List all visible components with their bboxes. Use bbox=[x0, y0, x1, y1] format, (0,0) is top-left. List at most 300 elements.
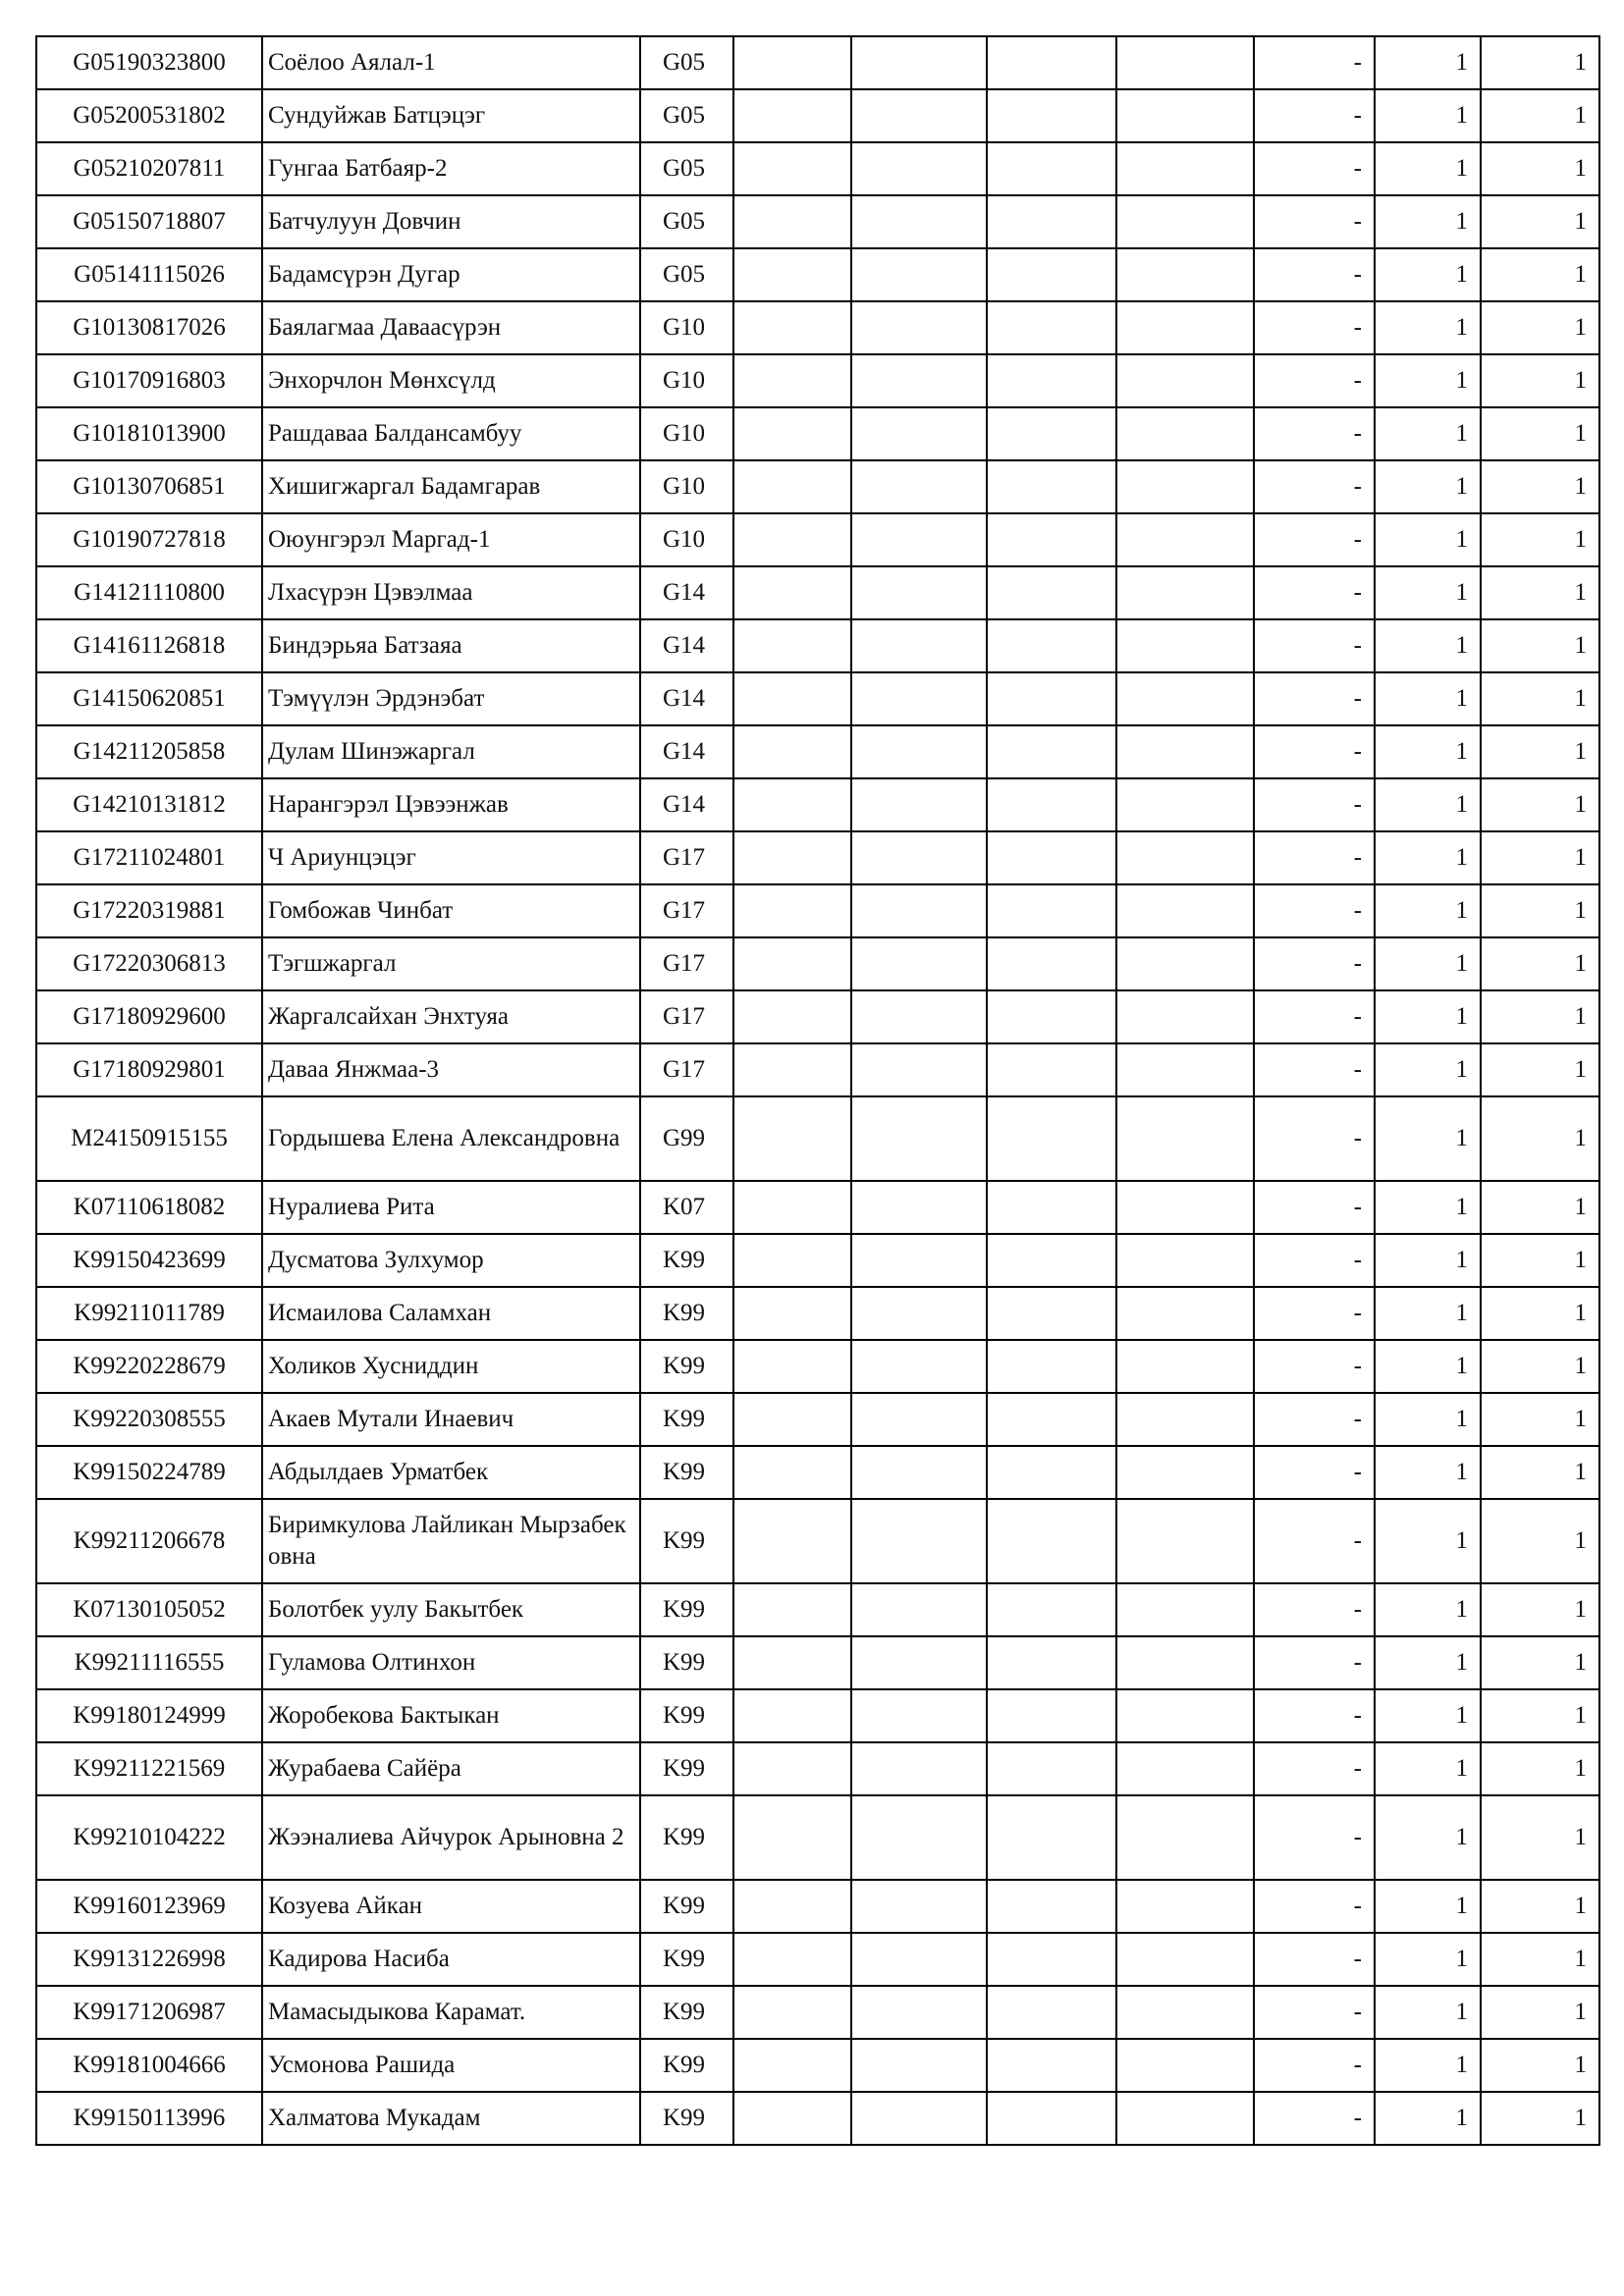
empty-cell-1 bbox=[733, 248, 851, 301]
id-cell: K99181004666 bbox=[36, 2039, 262, 2092]
value-cell-1: 1 bbox=[1375, 1986, 1481, 2039]
group-cell: K99 bbox=[640, 1446, 733, 1499]
table-row bbox=[36, 1181, 1599, 1234]
group-cell: G10 bbox=[640, 513, 733, 566]
name-cell: Журабаева Сайёра bbox=[262, 1742, 640, 1795]
dash-cell: - bbox=[1254, 1583, 1375, 1636]
value-cell-1: 1 bbox=[1375, 1795, 1481, 1880]
name-cell: Даваа Янжмаа-3 bbox=[262, 1043, 640, 1096]
empty-cell-3 bbox=[987, 937, 1116, 990]
dash-cell: - bbox=[1254, 1689, 1375, 1742]
value-cell-2: 1 bbox=[1481, 1583, 1599, 1636]
empty-cell-4 bbox=[1116, 1446, 1254, 1499]
group-cell: K99 bbox=[640, 1636, 733, 1689]
value-cell-2: 1 bbox=[1481, 831, 1599, 884]
value-cell-2: 1 bbox=[1481, 1234, 1599, 1287]
value-cell-1: 1 bbox=[1375, 36, 1481, 89]
empty-cell-3 bbox=[987, 1287, 1116, 1340]
empty-cell-4 bbox=[1116, 513, 1254, 566]
empty-cell-3 bbox=[987, 1096, 1116, 1181]
empty-cell-3 bbox=[987, 248, 1116, 301]
table-row bbox=[36, 1933, 1599, 1986]
empty-cell-4 bbox=[1116, 672, 1254, 725]
value-cell-2: 1 bbox=[1481, 725, 1599, 778]
empty-cell-4 bbox=[1116, 884, 1254, 937]
table-row bbox=[36, 1986, 1599, 2039]
group-cell: G14 bbox=[640, 778, 733, 831]
group-cell: K07 bbox=[640, 1181, 733, 1234]
value-cell-1: 1 bbox=[1375, 619, 1481, 672]
empty-cell-4 bbox=[1116, 937, 1254, 990]
empty-cell-1 bbox=[733, 1234, 851, 1287]
empty-cell-1 bbox=[733, 1181, 851, 1234]
empty-cell-1 bbox=[733, 301, 851, 354]
name-cell: Дусматова Зулхумор bbox=[262, 1234, 640, 1287]
value-cell-2: 1 bbox=[1481, 407, 1599, 460]
id-cell: G14211205858 bbox=[36, 725, 262, 778]
dash-cell: - bbox=[1254, 831, 1375, 884]
dash-cell: - bbox=[1254, 460, 1375, 513]
group-cell: G05 bbox=[640, 195, 733, 248]
id-cell: M24150915155 bbox=[36, 1096, 262, 1181]
empty-cell-4 bbox=[1116, 1340, 1254, 1393]
name-cell: Рашдаваа Балдансамбуу bbox=[262, 407, 640, 460]
dash-cell: - bbox=[1254, 248, 1375, 301]
empty-cell-4 bbox=[1116, 990, 1254, 1043]
id-cell: K99150224789 bbox=[36, 1446, 262, 1499]
empty-cell-3 bbox=[987, 1043, 1116, 1096]
empty-cell-1 bbox=[733, 566, 851, 619]
id-cell: G14121110800 bbox=[36, 566, 262, 619]
empty-cell-1 bbox=[733, 1393, 851, 1446]
group-cell: G05 bbox=[640, 248, 733, 301]
name-cell: Биндэрьяа Батзаяа bbox=[262, 619, 640, 672]
value-cell-2: 1 bbox=[1481, 1287, 1599, 1340]
empty-cell-4 bbox=[1116, 1795, 1254, 1880]
empty-cell-1 bbox=[733, 1287, 851, 1340]
empty-cell-2 bbox=[851, 1636, 987, 1689]
value-cell-2: 1 bbox=[1481, 2092, 1599, 2145]
dash-cell: - bbox=[1254, 1446, 1375, 1499]
id-cell: K99171206987 bbox=[36, 1986, 262, 2039]
empty-cell-2 bbox=[851, 1583, 987, 1636]
name-cell: Усмонова Рашида bbox=[262, 2039, 640, 2092]
empty-cell-1 bbox=[733, 1499, 851, 1583]
group-cell: G10 bbox=[640, 460, 733, 513]
empty-cell-4 bbox=[1116, 89, 1254, 142]
table-row bbox=[36, 513, 1599, 566]
value-cell-2: 1 bbox=[1481, 513, 1599, 566]
empty-cell-4 bbox=[1116, 831, 1254, 884]
dash-cell: - bbox=[1254, 778, 1375, 831]
value-cell-2: 1 bbox=[1481, 248, 1599, 301]
empty-cell-3 bbox=[987, 460, 1116, 513]
table-row bbox=[36, 248, 1599, 301]
empty-cell-2 bbox=[851, 1446, 987, 1499]
group-cell: G17 bbox=[640, 884, 733, 937]
value-cell-1: 1 bbox=[1375, 89, 1481, 142]
name-cell: Нуралиева Рита bbox=[262, 1181, 640, 1234]
name-cell: Холиков Хусниддин bbox=[262, 1340, 640, 1393]
value-cell-1: 1 bbox=[1375, 1096, 1481, 1181]
empty-cell-2 bbox=[851, 1986, 987, 2039]
empty-cell-4 bbox=[1116, 2039, 1254, 2092]
empty-cell-4 bbox=[1116, 1234, 1254, 1287]
value-cell-1: 1 bbox=[1375, 407, 1481, 460]
empty-cell-1 bbox=[733, 1340, 851, 1393]
table-row bbox=[36, 778, 1599, 831]
group-cell: K99 bbox=[640, 1393, 733, 1446]
id-cell: K99180124999 bbox=[36, 1689, 262, 1742]
dash-cell: - bbox=[1254, 1636, 1375, 1689]
empty-cell-2 bbox=[851, 566, 987, 619]
name-cell: Тэгшжаргал bbox=[262, 937, 640, 990]
dash-cell: - bbox=[1254, 1880, 1375, 1933]
id-cell: G17180929600 bbox=[36, 990, 262, 1043]
empty-cell-3 bbox=[987, 1446, 1116, 1499]
group-cell: K99 bbox=[640, 1795, 733, 1880]
dash-cell: - bbox=[1254, 1742, 1375, 1795]
empty-cell-3 bbox=[987, 513, 1116, 566]
empty-cell-3 bbox=[987, 1340, 1116, 1393]
empty-cell-4 bbox=[1116, 354, 1254, 407]
value-cell-2: 1 bbox=[1481, 1096, 1599, 1181]
empty-cell-2 bbox=[851, 1880, 987, 1933]
value-cell-2: 1 bbox=[1481, 1181, 1599, 1234]
name-cell: Сундуйжав Батцэцэг bbox=[262, 89, 640, 142]
id-cell: K99211221569 bbox=[36, 1742, 262, 1795]
empty-cell-3 bbox=[987, 990, 1116, 1043]
id-cell: K99131226998 bbox=[36, 1933, 262, 1986]
value-cell-2: 1 bbox=[1481, 672, 1599, 725]
id-cell: G14150620851 bbox=[36, 672, 262, 725]
value-cell-2: 1 bbox=[1481, 937, 1599, 990]
empty-cell-4 bbox=[1116, 1933, 1254, 1986]
empty-cell-3 bbox=[987, 1234, 1116, 1287]
group-cell: G14 bbox=[640, 619, 733, 672]
table-row bbox=[36, 566, 1599, 619]
value-cell-1: 1 bbox=[1375, 884, 1481, 937]
value-cell-2: 1 bbox=[1481, 1986, 1599, 2039]
dash-cell: - bbox=[1254, 1393, 1375, 1446]
empty-cell-3 bbox=[987, 1795, 1116, 1880]
empty-cell-4 bbox=[1116, 195, 1254, 248]
dash-cell: - bbox=[1254, 1287, 1375, 1340]
name-cell: Мамасыдыкова Карамат. bbox=[262, 1986, 640, 2039]
empty-cell-4 bbox=[1116, 36, 1254, 89]
group-cell: G10 bbox=[640, 301, 733, 354]
empty-cell-3 bbox=[987, 1181, 1116, 1234]
empty-cell-2 bbox=[851, 672, 987, 725]
id-cell: G05150718807 bbox=[36, 195, 262, 248]
empty-cell-1 bbox=[733, 2092, 851, 2145]
table-row bbox=[36, 1096, 1599, 1181]
empty-cell-2 bbox=[851, 195, 987, 248]
name-cell: Батчулуун Довчин bbox=[262, 195, 640, 248]
empty-cell-1 bbox=[733, 619, 851, 672]
empty-cell-3 bbox=[987, 619, 1116, 672]
value-cell-2: 1 bbox=[1481, 1933, 1599, 1986]
dash-cell: - bbox=[1254, 1340, 1375, 1393]
value-cell-2: 1 bbox=[1481, 1499, 1599, 1583]
empty-cell-1 bbox=[733, 36, 851, 89]
empty-cell-2 bbox=[851, 1499, 987, 1583]
dash-cell: - bbox=[1254, 619, 1375, 672]
dash-cell: - bbox=[1254, 1795, 1375, 1880]
value-cell-1: 1 bbox=[1375, 1287, 1481, 1340]
id-cell: G14210131812 bbox=[36, 778, 262, 831]
empty-cell-1 bbox=[733, 513, 851, 566]
table-row bbox=[36, 301, 1599, 354]
value-cell-2: 1 bbox=[1481, 566, 1599, 619]
empty-cell-2 bbox=[851, 1933, 987, 1986]
empty-cell-2 bbox=[851, 89, 987, 142]
id-cell: G17211024801 bbox=[36, 831, 262, 884]
value-cell-1: 1 bbox=[1375, 2092, 1481, 2145]
table-row bbox=[36, 407, 1599, 460]
value-cell-1: 1 bbox=[1375, 672, 1481, 725]
id-cell: G17220306813 bbox=[36, 937, 262, 990]
name-cell: Абдылдаев Урматбек bbox=[262, 1446, 640, 1499]
empty-cell-1 bbox=[733, 1933, 851, 1986]
value-cell-2: 1 bbox=[1481, 89, 1599, 142]
empty-cell-1 bbox=[733, 195, 851, 248]
value-cell-2: 1 bbox=[1481, 36, 1599, 89]
value-cell-1: 1 bbox=[1375, 1880, 1481, 1933]
group-cell: G17 bbox=[640, 831, 733, 884]
value-cell-1: 1 bbox=[1375, 725, 1481, 778]
empty-cell-1 bbox=[733, 1446, 851, 1499]
empty-cell-2 bbox=[851, 831, 987, 884]
empty-cell-1 bbox=[733, 354, 851, 407]
empty-cell-4 bbox=[1116, 1689, 1254, 1742]
empty-cell-3 bbox=[987, 142, 1116, 195]
empty-cell-3 bbox=[987, 1689, 1116, 1742]
group-cell: G17 bbox=[640, 990, 733, 1043]
value-cell-2: 1 bbox=[1481, 460, 1599, 513]
value-cell-2: 1 bbox=[1481, 195, 1599, 248]
empty-cell-3 bbox=[987, 778, 1116, 831]
value-cell-2: 1 bbox=[1481, 1795, 1599, 1880]
id-cell: G05141115026 bbox=[36, 248, 262, 301]
empty-cell-3 bbox=[987, 1393, 1116, 1446]
empty-cell-2 bbox=[851, 354, 987, 407]
value-cell-1: 1 bbox=[1375, 1446, 1481, 1499]
value-cell-1: 1 bbox=[1375, 354, 1481, 407]
table-row bbox=[36, 1880, 1599, 1933]
empty-cell-2 bbox=[851, 1340, 987, 1393]
name-cell: Бадамсүрэн Дугар bbox=[262, 248, 640, 301]
dash-cell: - bbox=[1254, 2092, 1375, 2145]
id-cell: G17220319881 bbox=[36, 884, 262, 937]
name-cell: Гомбожав Чинбат bbox=[262, 884, 640, 937]
empty-cell-4 bbox=[1116, 566, 1254, 619]
empty-cell-3 bbox=[987, 36, 1116, 89]
empty-cell-2 bbox=[851, 2092, 987, 2145]
value-cell-1: 1 bbox=[1375, 990, 1481, 1043]
empty-cell-1 bbox=[733, 672, 851, 725]
dash-cell: - bbox=[1254, 1181, 1375, 1234]
empty-cell-2 bbox=[851, 884, 987, 937]
dash-cell: - bbox=[1254, 36, 1375, 89]
name-cell: Жоробекова Бактыкан bbox=[262, 1689, 640, 1742]
value-cell-1: 1 bbox=[1375, 1689, 1481, 1742]
dash-cell: - bbox=[1254, 672, 1375, 725]
dash-cell: - bbox=[1254, 725, 1375, 778]
name-cell: Гордышева Елена Александровна bbox=[262, 1096, 640, 1181]
name-cell: Тэмүүлэн Эрдэнэбат bbox=[262, 672, 640, 725]
name-cell: Жаргалсайхан Энхтуяа bbox=[262, 990, 640, 1043]
empty-cell-2 bbox=[851, 248, 987, 301]
table-row bbox=[36, 831, 1599, 884]
value-cell-1: 1 bbox=[1375, 1742, 1481, 1795]
empty-cell-1 bbox=[733, 1096, 851, 1181]
table-row bbox=[36, 89, 1599, 142]
id-cell: K99211116555 bbox=[36, 1636, 262, 1689]
empty-cell-2 bbox=[851, 1287, 987, 1340]
value-cell-2: 1 bbox=[1481, 1742, 1599, 1795]
value-cell-1: 1 bbox=[1375, 778, 1481, 831]
table-row bbox=[36, 1499, 1599, 1583]
value-cell-2: 1 bbox=[1481, 884, 1599, 937]
id-cell: G05210207811 bbox=[36, 142, 262, 195]
empty-cell-4 bbox=[1116, 1393, 1254, 1446]
empty-cell-1 bbox=[733, 1742, 851, 1795]
empty-cell-3 bbox=[987, 1636, 1116, 1689]
empty-cell-2 bbox=[851, 36, 987, 89]
empty-cell-3 bbox=[987, 1986, 1116, 2039]
id-cell: G10181013900 bbox=[36, 407, 262, 460]
id-cell: G10130706851 bbox=[36, 460, 262, 513]
dash-cell: - bbox=[1254, 884, 1375, 937]
dash-cell: - bbox=[1254, 1043, 1375, 1096]
empty-cell-4 bbox=[1116, 1287, 1254, 1340]
dash-cell: - bbox=[1254, 566, 1375, 619]
empty-cell-2 bbox=[851, 1742, 987, 1795]
value-cell-2: 1 bbox=[1481, 1880, 1599, 1933]
empty-cell-3 bbox=[987, 884, 1116, 937]
table-row bbox=[36, 1583, 1599, 1636]
empty-cell-4 bbox=[1116, 301, 1254, 354]
group-cell: K99 bbox=[640, 1340, 733, 1393]
name-cell: Гунгаа Батбаяр-2 bbox=[262, 142, 640, 195]
dash-cell: - bbox=[1254, 1986, 1375, 2039]
id-cell: K99150113996 bbox=[36, 2092, 262, 2145]
value-cell-1: 1 bbox=[1375, 1043, 1481, 1096]
empty-cell-3 bbox=[987, 301, 1116, 354]
dash-cell: - bbox=[1254, 2039, 1375, 2092]
group-cell: G17 bbox=[640, 1043, 733, 1096]
group-cell: G05 bbox=[640, 89, 733, 142]
table-row bbox=[36, 990, 1599, 1043]
value-cell-1: 1 bbox=[1375, 142, 1481, 195]
table-row bbox=[36, 1446, 1599, 1499]
value-cell-1: 1 bbox=[1375, 1393, 1481, 1446]
value-cell-1: 1 bbox=[1375, 1181, 1481, 1234]
empty-cell-3 bbox=[987, 407, 1116, 460]
value-cell-1: 1 bbox=[1375, 1499, 1481, 1583]
empty-cell-2 bbox=[851, 1795, 987, 1880]
empty-cell-4 bbox=[1116, 1499, 1254, 1583]
value-cell-1: 1 bbox=[1375, 513, 1481, 566]
empty-cell-1 bbox=[733, 1986, 851, 2039]
id-cell: K99211011789 bbox=[36, 1287, 262, 1340]
value-cell-1: 1 bbox=[1375, 937, 1481, 990]
empty-cell-3 bbox=[987, 195, 1116, 248]
table-row bbox=[36, 1043, 1599, 1096]
group-cell: K99 bbox=[640, 1933, 733, 1986]
name-cell: Исмаилова Саламхан bbox=[262, 1287, 640, 1340]
dash-cell: - bbox=[1254, 195, 1375, 248]
value-cell-1: 1 bbox=[1375, 831, 1481, 884]
group-cell: G05 bbox=[640, 142, 733, 195]
empty-cell-4 bbox=[1116, 407, 1254, 460]
name-cell: Халматова Мукадам bbox=[262, 2092, 640, 2145]
empty-cell-1 bbox=[733, 831, 851, 884]
data-table bbox=[35, 35, 1600, 2146]
dash-cell: - bbox=[1254, 142, 1375, 195]
group-cell: G05 bbox=[640, 36, 733, 89]
table-row bbox=[36, 2039, 1599, 2092]
id-cell: K99210104222 bbox=[36, 1795, 262, 1880]
dash-cell: - bbox=[1254, 1096, 1375, 1181]
empty-cell-3 bbox=[987, 1933, 1116, 1986]
name-cell: Акаев Мутали Инаевич bbox=[262, 1393, 640, 1446]
table-row bbox=[36, 1234, 1599, 1287]
dash-cell: - bbox=[1254, 1933, 1375, 1986]
empty-cell-1 bbox=[733, 407, 851, 460]
group-cell: K99 bbox=[640, 1234, 733, 1287]
name-cell: Энхорчлон Мөнхсүлд bbox=[262, 354, 640, 407]
table-row bbox=[36, 195, 1599, 248]
table-row bbox=[36, 354, 1599, 407]
empty-cell-1 bbox=[733, 89, 851, 142]
value-cell-2: 1 bbox=[1481, 354, 1599, 407]
empty-cell-4 bbox=[1116, 2092, 1254, 2145]
empty-cell-2 bbox=[851, 937, 987, 990]
id-cell: G17180929801 bbox=[36, 1043, 262, 1096]
value-cell-2: 1 bbox=[1481, 142, 1599, 195]
empty-cell-1 bbox=[733, 1043, 851, 1096]
empty-cell-1 bbox=[733, 1636, 851, 1689]
group-cell: G99 bbox=[640, 1096, 733, 1181]
empty-cell-1 bbox=[733, 2039, 851, 2092]
value-cell-1: 1 bbox=[1375, 2039, 1481, 2092]
value-cell-1: 1 bbox=[1375, 1340, 1481, 1393]
dash-cell: - bbox=[1254, 407, 1375, 460]
empty-cell-4 bbox=[1116, 1043, 1254, 1096]
empty-cell-1 bbox=[733, 990, 851, 1043]
empty-cell-2 bbox=[851, 301, 987, 354]
value-cell-2: 1 bbox=[1481, 1689, 1599, 1742]
name-cell: Козуева Айкан bbox=[262, 1880, 640, 1933]
table-body bbox=[36, 36, 1599, 2145]
empty-cell-1 bbox=[733, 937, 851, 990]
id-cell: K99220308555 bbox=[36, 1393, 262, 1446]
group-cell: G17 bbox=[640, 937, 733, 990]
id-cell: K99150423699 bbox=[36, 1234, 262, 1287]
id-cell: G05200531802 bbox=[36, 89, 262, 142]
group-cell: G14 bbox=[640, 725, 733, 778]
empty-cell-3 bbox=[987, 725, 1116, 778]
name-cell: Баялагмаа Даваасүрэн bbox=[262, 301, 640, 354]
empty-cell-3 bbox=[987, 354, 1116, 407]
empty-cell-2 bbox=[851, 142, 987, 195]
empty-cell-4 bbox=[1116, 1583, 1254, 1636]
group-cell: G10 bbox=[640, 407, 733, 460]
group-cell: G14 bbox=[640, 672, 733, 725]
empty-cell-4 bbox=[1116, 1096, 1254, 1181]
